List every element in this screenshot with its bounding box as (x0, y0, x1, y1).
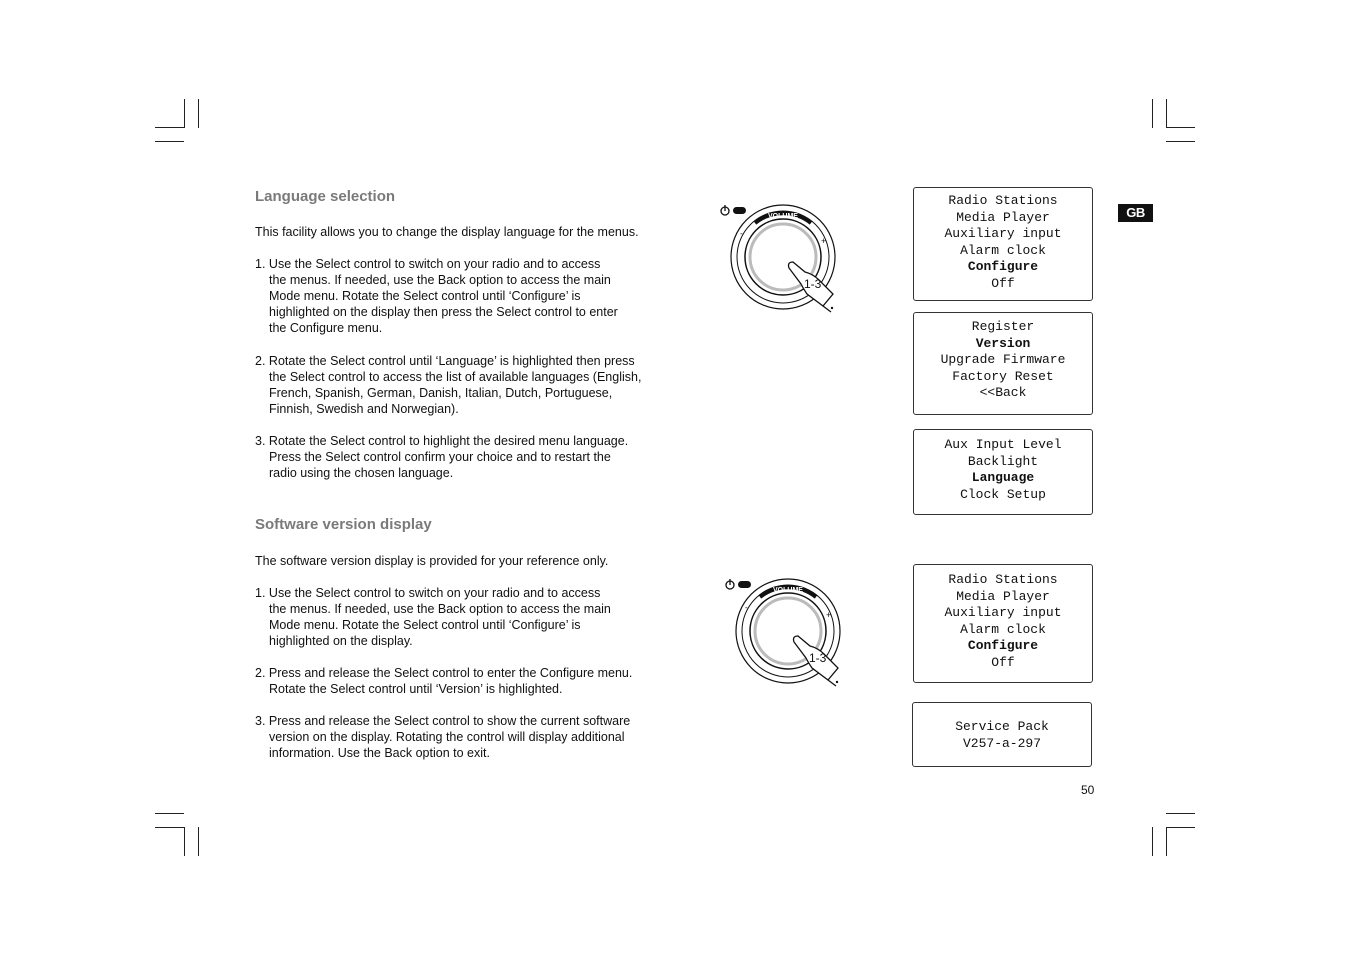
language-step-2: 2. Rotate the Select control until ‘Language’ is highlighted then press the Select control to access the list of available languages (English, French, Spanish, German, Danish, Italian, Dutch, Portuguese, Finnish, Swedish and Norwegian). (255, 354, 642, 416)
lcd-row: Clock Setup (960, 486, 1046, 502)
lcd-settings-menu (913, 429, 1093, 515)
lcd-row: Radio Stations (948, 193, 1058, 208)
language-intro: This facility allows you to change the display language for the menus. (255, 225, 639, 239)
knob-plus-label: + (826, 610, 832, 620)
lcd-row: Aux Input Level (944, 437, 1062, 452)
volume-knob-illustration-1 (715, 198, 855, 318)
power-icon (726, 579, 734, 589)
crop-mark (1166, 827, 1195, 828)
lcd-configure-menu (913, 312, 1093, 415)
lcd-row: Off (991, 654, 1015, 670)
lcd-row: Alarm clock (960, 621, 1046, 637)
standby-led-icon (738, 581, 751, 588)
knob-volume-label: VOLUME (768, 213, 798, 220)
knob-minus-label: - (745, 603, 748, 612)
lcd-row: Radio Stations (948, 572, 1058, 587)
page-number: 50 (1081, 783, 1095, 797)
knob-volume-label: VOLUME (773, 587, 803, 594)
lcd-row: Register (971, 319, 1035, 334)
lcd-row: Service Pack (955, 719, 1049, 734)
lcd-row: Auxiliary input (944, 605, 1062, 621)
crop-mark (155, 127, 184, 128)
language-section-title: Language selection (255, 188, 396, 205)
lcd-row: Auxiliary input (944, 226, 1062, 242)
standby-led-icon (733, 207, 746, 214)
knob-step-label: 1-3 (804, 277, 822, 291)
volume-knob-illustration-2 (720, 572, 860, 692)
lcd-row: Backlight (967, 453, 1039, 469)
knob-minus-label: - (740, 229, 743, 238)
software-step-3: 3. Press and release the Select control to show the current software version on the display. Rotating the control will display additional information. Use the Back option to exit. (255, 714, 631, 760)
lcd-row: Upgrade Firmware (940, 352, 1066, 368)
crop-mark (1152, 99, 1153, 128)
software-intro: The software version display is provided for your reference only. (255, 554, 609, 568)
lcd-row-selected: Version (975, 335, 1031, 351)
crop-mark (155, 813, 184, 814)
crop-mark (1166, 813, 1195, 814)
software-section-title: Software version display (255, 516, 432, 533)
crop-mark (1166, 99, 1167, 128)
crop-mark (184, 827, 185, 856)
lcd-main-menu-1 (913, 187, 1093, 301)
region-badge: GB (1118, 204, 1153, 222)
knob-plus-label: + (821, 236, 827, 246)
lcd-row: Media Player (956, 588, 1050, 604)
software-step-1: 1. Use the Select control to switch on your radio and to access the menus. If needed, use the Back option to access the main Mode menu. Rotate the Select control until ‘Configure’ is highlighted on the display. (255, 586, 611, 648)
lcd-row: Media Player (956, 209, 1050, 225)
lcd-row: Factory Reset (952, 368, 1054, 384)
lcd-version-display (912, 702, 1092, 767)
knob-step-label: 1-3 (809, 651, 827, 665)
crop-mark (155, 827, 184, 828)
lcd-row-selected: Language (971, 470, 1035, 486)
language-step-3: 3. Rotate the Select control to highlight the desired menu language. Press the Select control confirm your choice and to restart the radio using the chosen language. (255, 434, 629, 480)
lcd-row: V257-a-297 (962, 735, 1041, 751)
lcd-main-menu-2 (913, 564, 1093, 683)
crop-mark (155, 141, 184, 142)
crop-mark (1152, 827, 1153, 856)
lcd-row: Alarm clock (960, 242, 1046, 258)
crop-mark (1166, 141, 1195, 142)
lcd-row: Off (991, 275, 1015, 291)
power-icon (721, 205, 729, 215)
lcd-row-selected: Configure (967, 638, 1039, 654)
crop-mark (1166, 127, 1195, 128)
crop-mark (198, 827, 199, 856)
lcd-row-selected: Configure (967, 259, 1039, 275)
crop-mark (198, 99, 199, 128)
software-step-2: 2. Press and release the Select control to enter the Configure menu. Rotate the Select control until ‘Version’ is highlighted. (255, 666, 633, 696)
crop-mark (1166, 827, 1167, 856)
lcd-row: <<Back (979, 385, 1027, 401)
crop-mark (184, 99, 185, 128)
language-step-1: 1. Use the Select control to switch on your radio and to access the menus. If needed, use the Back option to access the main Mode menu. Rotate the Select control until ‘Configure’ is highlighted on the display then press the Select control to enter the Configure menu. (255, 257, 618, 335)
